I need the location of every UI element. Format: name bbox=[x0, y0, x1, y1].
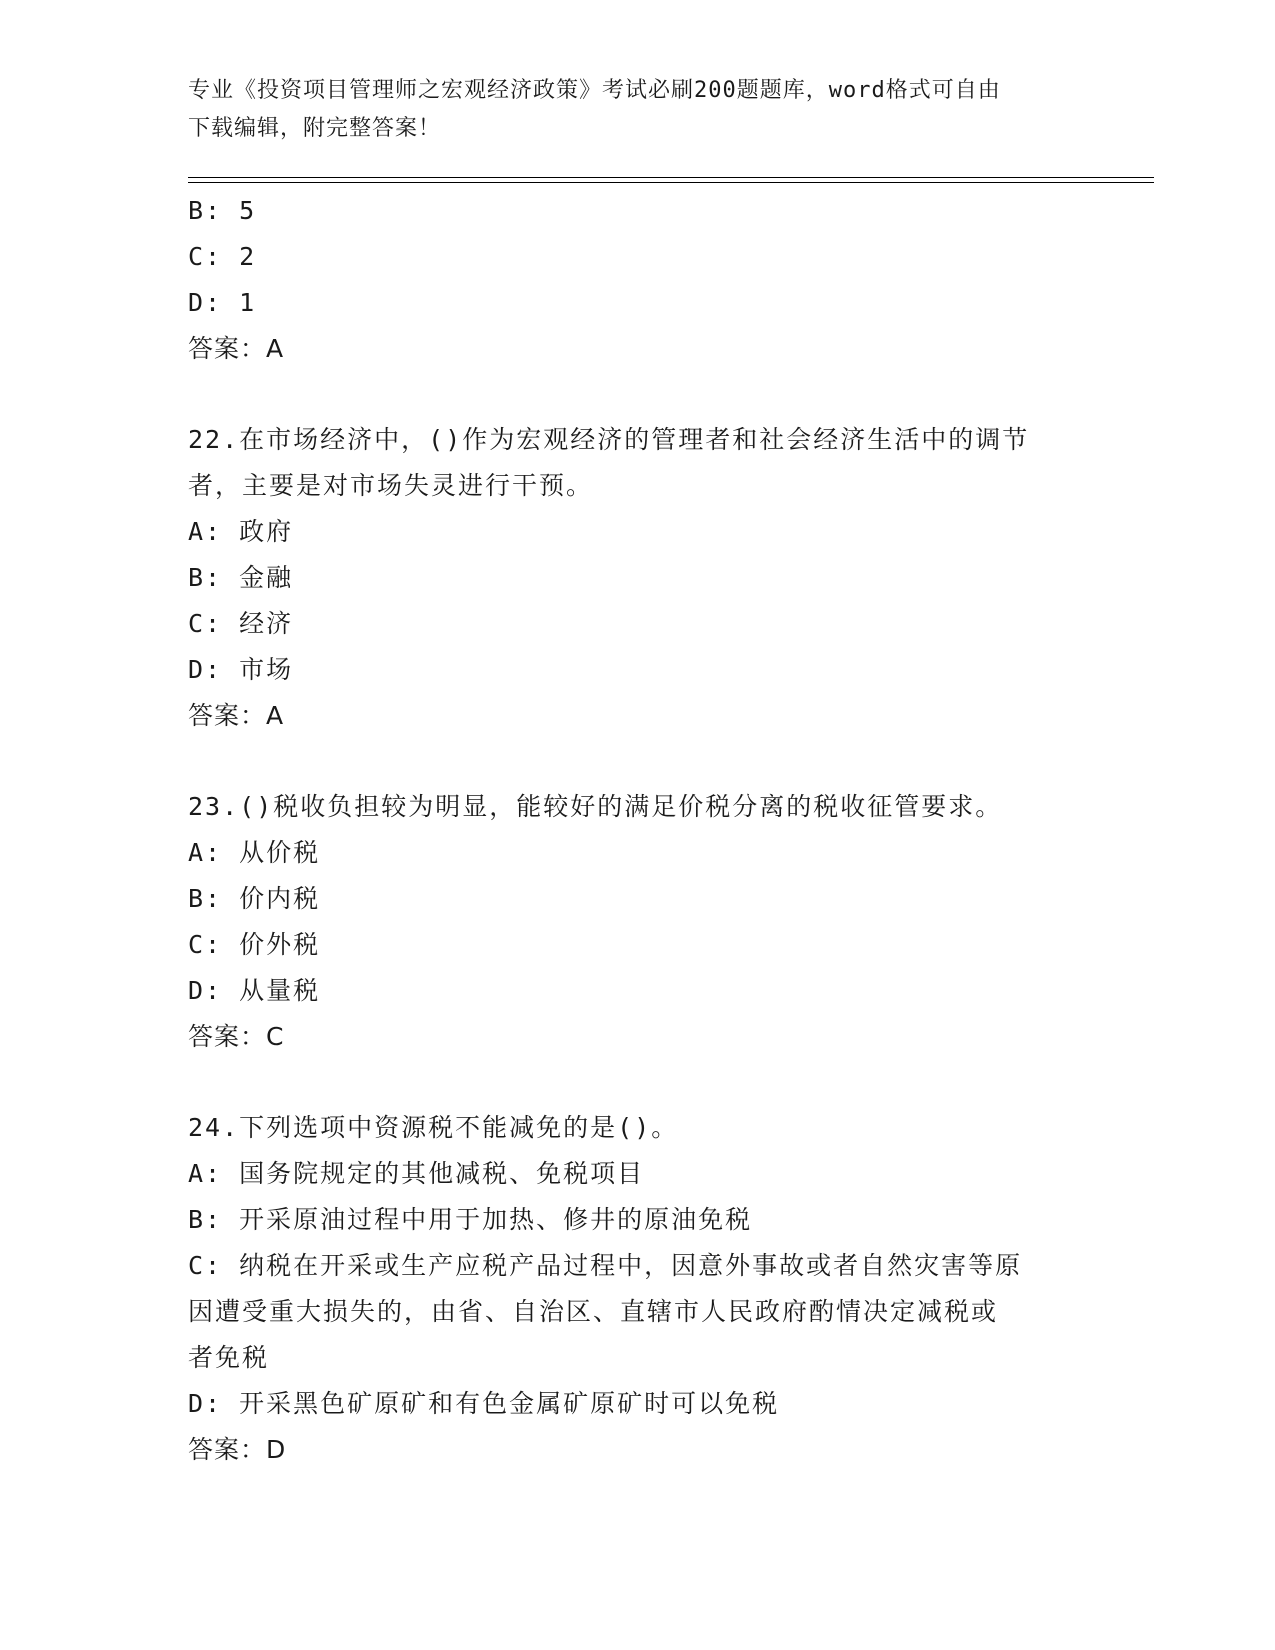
question-list bbox=[188, 188, 1088, 1473]
question-stem-line: 者，主要是对市场失灵进行干预。 bbox=[188, 471, 594, 500]
option-c-continuation: 因遭受重大损失的，由省、自治区、直辖市人民政府酌情决定减税或 bbox=[188, 1297, 999, 1326]
option-c: C: 价外税 bbox=[188, 930, 321, 959]
option-a: A: 从价税 bbox=[188, 838, 321, 867]
option-c: C: 纳税在开采或生产应税产品过程中，因意外事故或者自然灾害等原 bbox=[188, 1251, 1023, 1280]
answer-line: 答案：A bbox=[188, 701, 285, 730]
option-d: D: 从量税 bbox=[188, 976, 321, 1005]
question-23 bbox=[188, 784, 1088, 1060]
option-b: B: 价内税 bbox=[188, 884, 321, 913]
header-line-2: 下载编辑，附完整答案！ bbox=[188, 116, 442, 141]
option-d: D: 开采黑色矿原矿和有色金属矿原矿时可以免税 bbox=[188, 1389, 780, 1418]
question-stem-line: 24.下列选项中资源税不能减免的是()。 bbox=[188, 1113, 679, 1142]
option-d: D: 市场 bbox=[188, 655, 294, 684]
option-c-continuation: 者免税 bbox=[188, 1343, 270, 1372]
question-22 bbox=[188, 417, 1088, 739]
answer-line: 答案：A bbox=[188, 334, 285, 363]
option-d: D: 1 bbox=[188, 288, 257, 317]
option-c: C: 经济 bbox=[188, 609, 294, 638]
question-21-tail bbox=[188, 188, 1088, 372]
question-stem-line: 23.()税收负担较为明显，能较好的满足价税分离的税收征管要求。 bbox=[188, 792, 1003, 821]
answer-line: 答案：C bbox=[188, 1022, 285, 1051]
option-a: A: 政府 bbox=[188, 517, 294, 546]
option-b: B: 5 bbox=[188, 196, 257, 225]
header-divider-top bbox=[188, 177, 1154, 178]
option-c: C: 2 bbox=[188, 242, 257, 271]
question-stem-line: 22.在市场经济中，()作为宏观经济的管理者和社会经济生活中的调节 bbox=[188, 425, 1030, 454]
question-24 bbox=[188, 1105, 1088, 1473]
option-b: B: 金融 bbox=[188, 563, 294, 592]
option-a: A: 国务院规定的其他减税、免税项目 bbox=[188, 1159, 645, 1188]
header-divider-bottom bbox=[188, 182, 1154, 183]
header-line-1: 专业《投资项目管理师之宏观经济政策》考试必刷200题题库，word格式可自由 bbox=[188, 78, 1001, 103]
document-header bbox=[188, 72, 1088, 148]
answer-line: 答案：D bbox=[188, 1435, 287, 1464]
option-b: B: 开采原油过程中用于加热、修井的原油免税 bbox=[188, 1205, 753, 1234]
